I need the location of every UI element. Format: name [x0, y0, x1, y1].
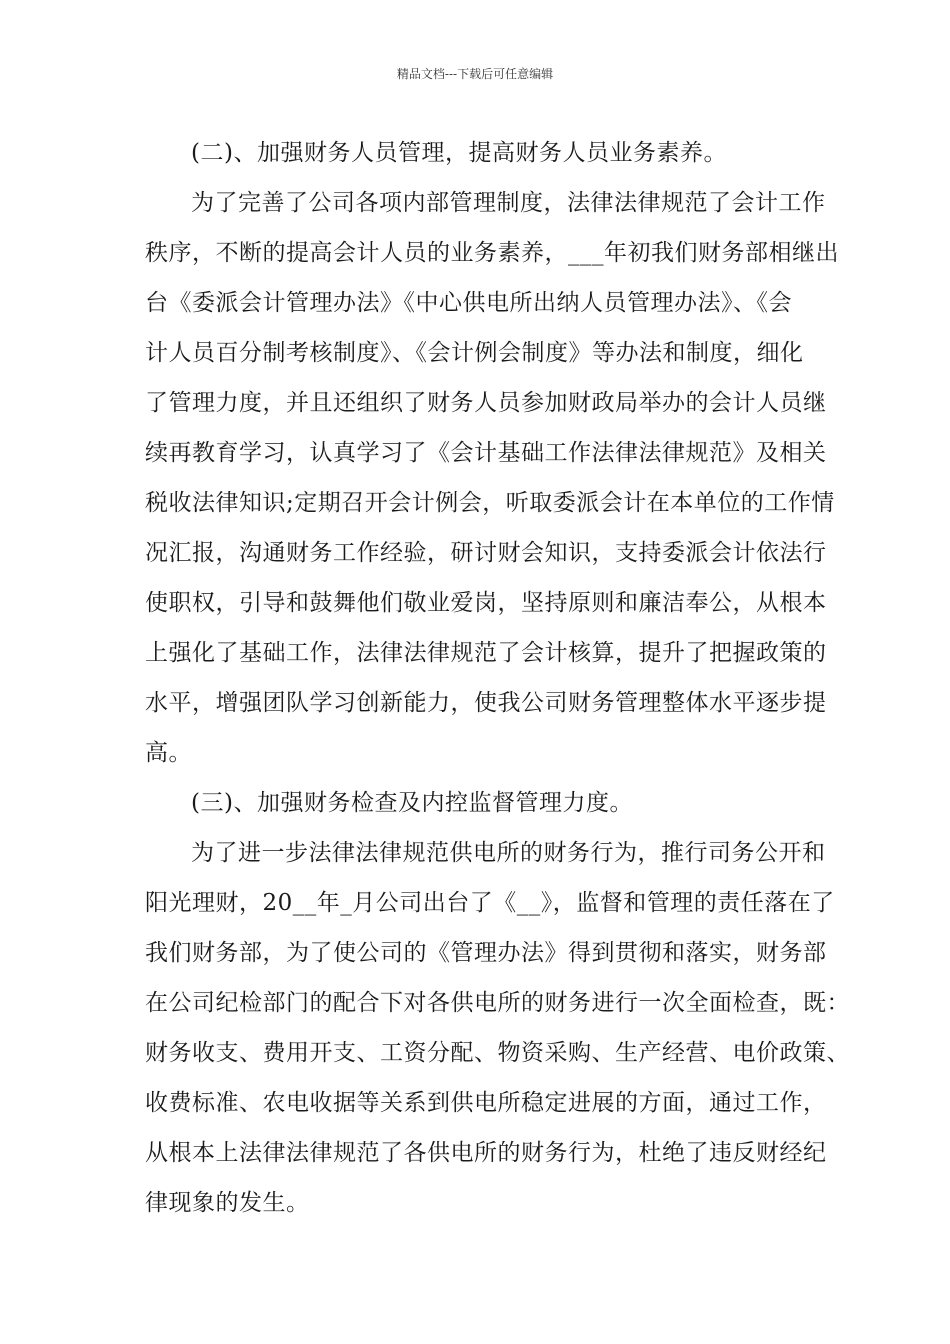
paragraph-line: 税收法律知识;定期召开会计例会，听取委派会计在本单位的工作情: [145, 490, 835, 516]
paragraph-line: 台《委派会计管理办法》《中心供电所出纳人员管理办法》、《会: [145, 290, 792, 316]
paragraph-line: 水平，增强团队学习创新能力，使我公司财务管理整体水平逐步提: [145, 690, 827, 716]
paragraph-line: 使职权，引导和鼓舞他们敬业爱岗，坚持原则和廉洁奉公，从根本: [145, 590, 827, 616]
paragraph-line: 了管理力度，并且还组织了财务人员参加财政局举办的会计人员继: [145, 390, 827, 416]
paragraph-line: 高。: [145, 740, 192, 766]
paragraph-line: 续再教育学习，认真学习了《会计基础工作法律法律规范》及相关: [145, 440, 827, 466]
paragraph-line: 我们财务部，为了使公司的《管理办法》得到贯彻和落实，财务部: [145, 940, 827, 966]
document-body: [145, 128, 850, 1228]
paragraph-line: 为了进一步法律法律规范供电所的财务行为，推行司务公开和: [191, 840, 826, 866]
paragraph-line: 财务收支、费用开支、工资分配、物资采购、生产经营、电价政策、: [145, 1040, 850, 1066]
paragraph-line: 况汇报，沟通财务工作经验，研讨财会知识，支持委派会计依法行: [145, 540, 827, 566]
paragraph-line: 为了完善了公司各项内部管理制度，法律法律规范了会计工作: [191, 190, 826, 216]
paragraph-line: 上强化了基础工作，法律法律规范了会计核算，提升了把握政策的: [145, 640, 827, 666]
paragraph-line: 秩序，不断的提高会计人员的业务素养，___年初我们财务部相继出: [145, 240, 839, 266]
paragraph-line: 收费标准、农电收据等关系到供电所稳定进展的方面，通过工作，: [145, 1090, 827, 1116]
page-header: 精品文档---下载后可任意编辑: [396, 67, 554, 81]
section-heading-3: (三)、加强财务检查及内控监督管理力度。: [191, 790, 633, 816]
paragraph-line: 阳光理财，20__年_月公司出台了《__》，监督和管理的责任落在了: [145, 890, 835, 916]
section-heading-2: (二)、加强财务人员管理，提高财务人员业务素养。: [191, 140, 727, 166]
paragraph-line: 计人员百分制考核制度》、《会计例会制度》等办法和制度，细化: [145, 340, 804, 366]
paragraph-line: 在公司纪检部门的配合下对各供电所的财务进行一次全面检查，既：: [145, 990, 850, 1016]
paragraph-line: 律现象的发生。: [145, 1190, 310, 1216]
paragraph-line: 从根本上法律法律规范了各供电所的财务行为，杜绝了违反财经纪: [145, 1140, 827, 1166]
